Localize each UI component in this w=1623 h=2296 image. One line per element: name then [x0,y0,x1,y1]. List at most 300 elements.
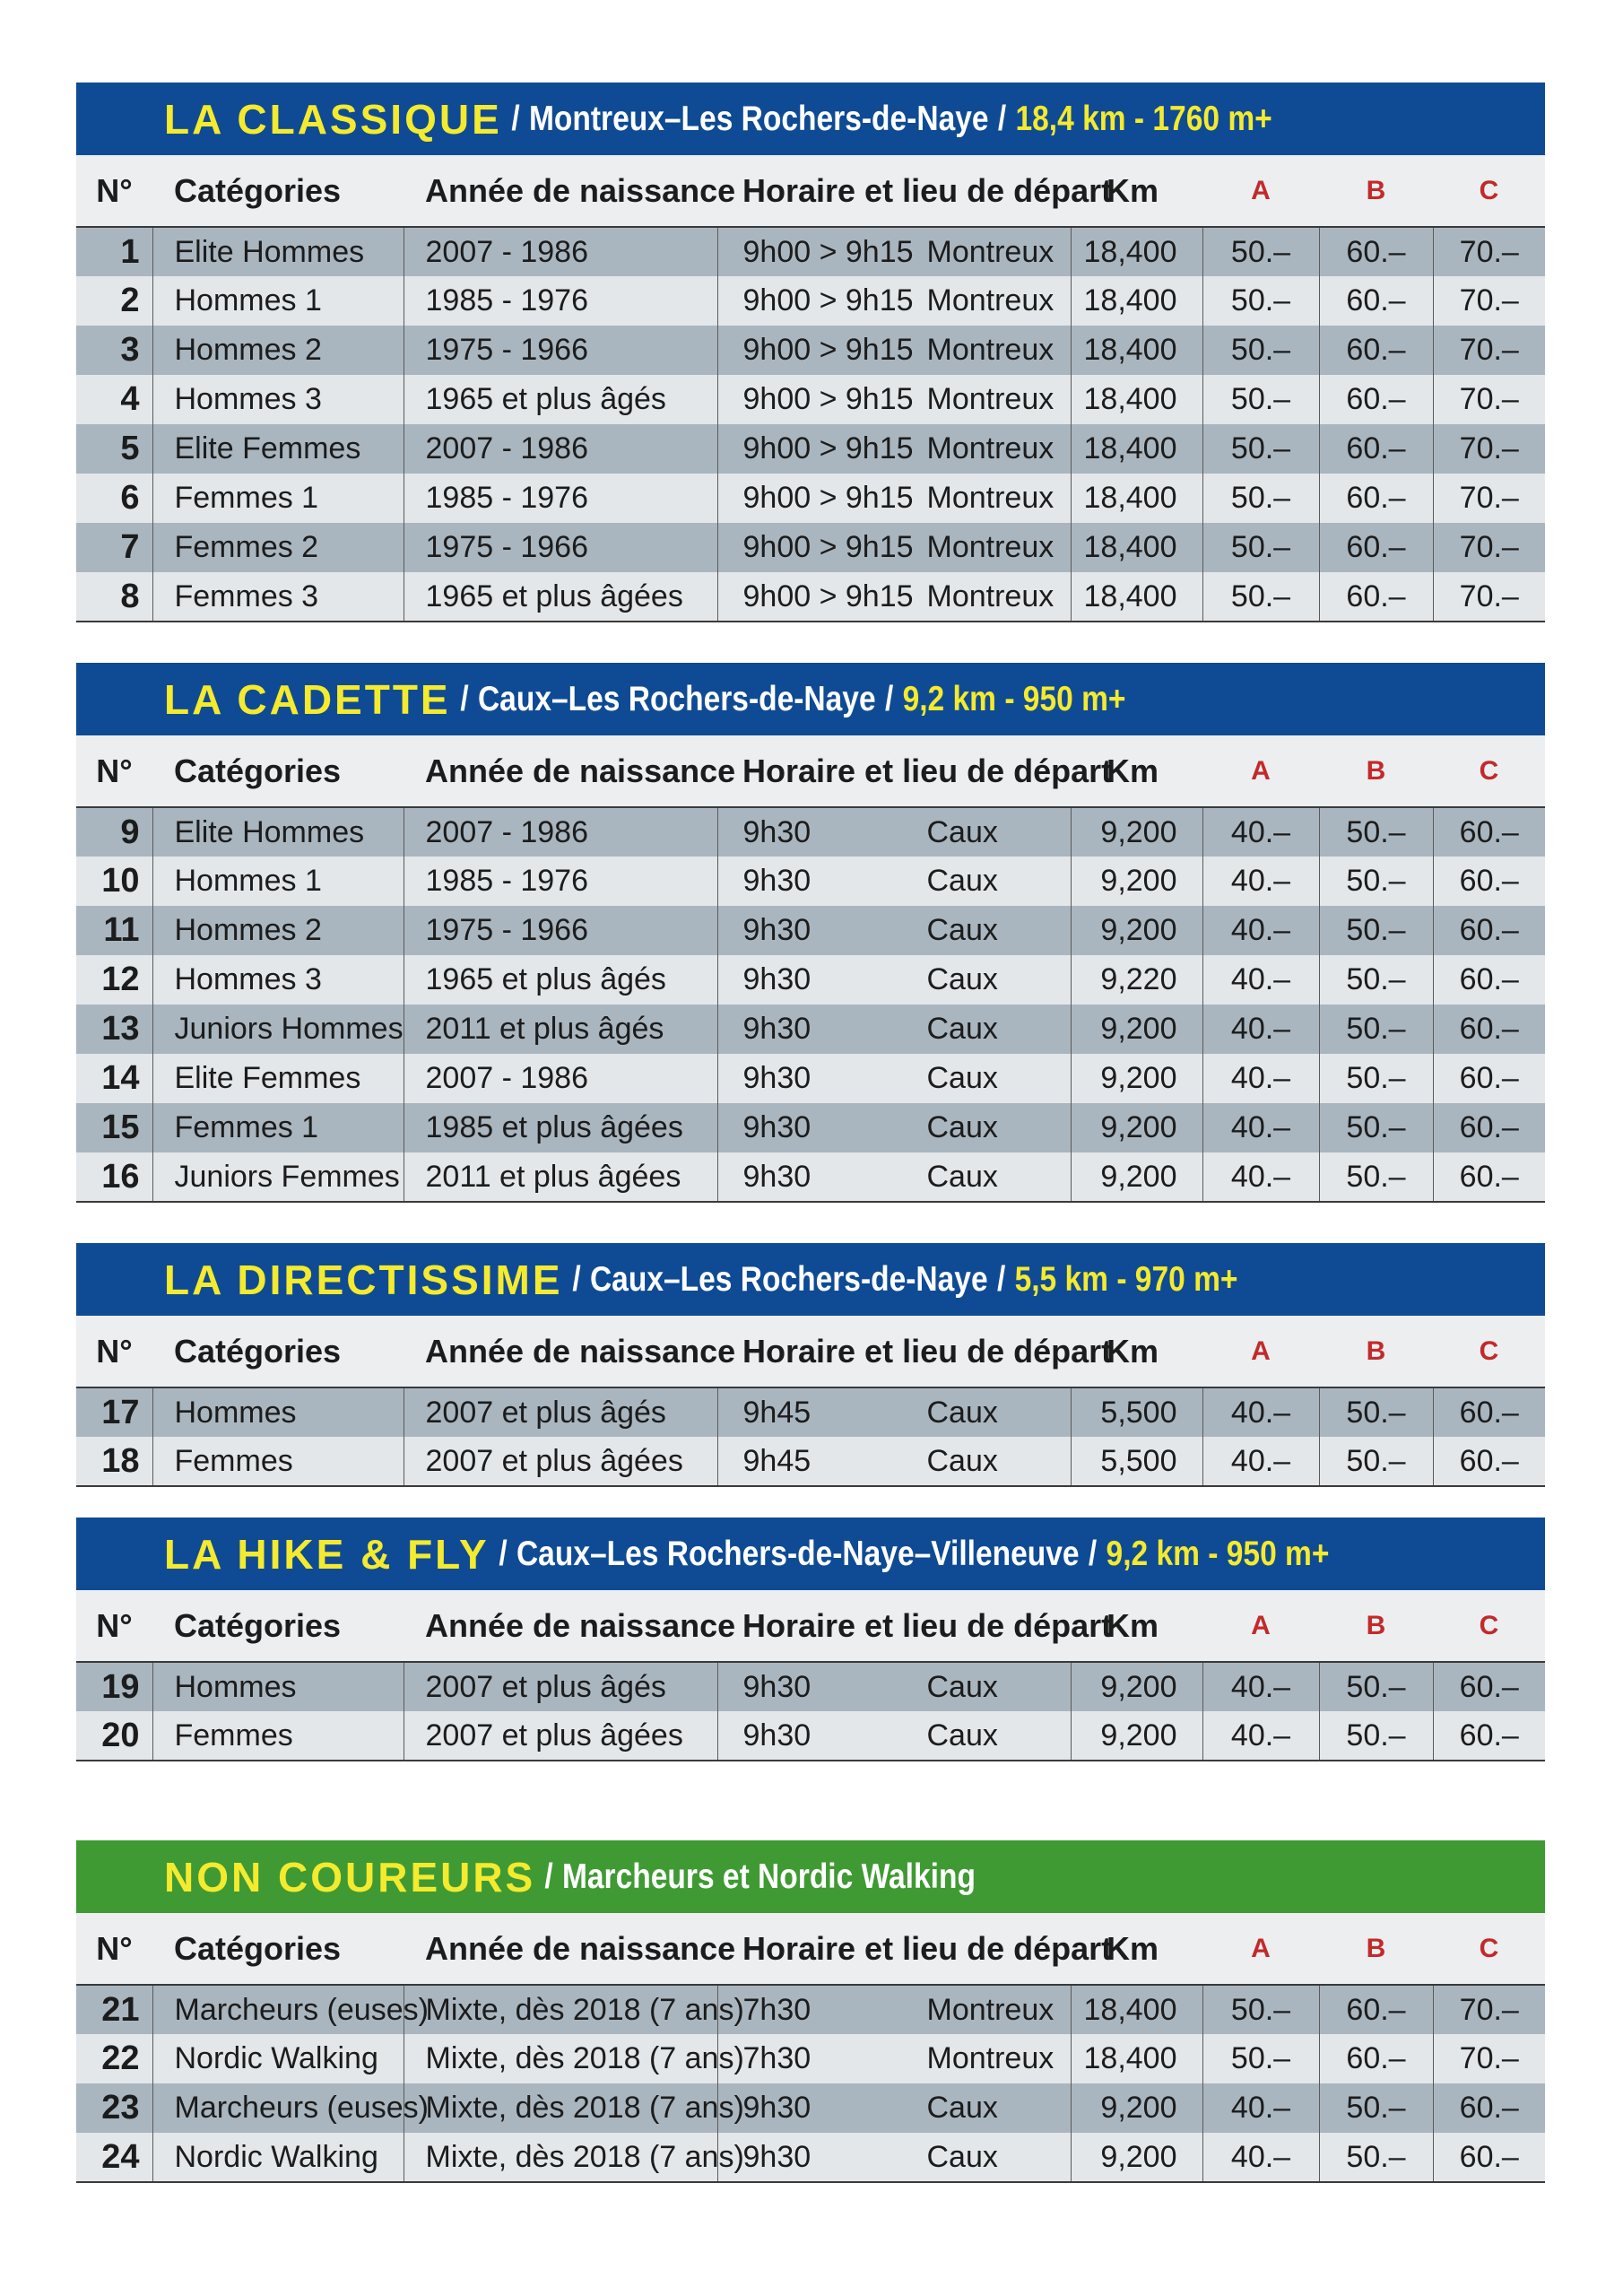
column-header-category: Catégories [152,155,404,227]
cell-birth-year: 2007 - 1986 [404,807,717,857]
table-header-row [76,1913,1545,1985]
category-table [76,1590,1545,1761]
cell-start-time: 9h00 > 9h15 [742,333,914,367]
table-row [76,424,1545,474]
column-header-b: B [1319,155,1433,227]
cell-price-b: 50.– [1319,2133,1433,2182]
cell-number: 14 [76,1054,152,1103]
cell-start-location: Montreux [926,333,1055,367]
cell-number: 19 [76,1662,152,1711]
cell-category: Femmes [152,1711,404,1761]
cell-number: 7 [76,523,152,572]
cell-price-c: 60.– [1459,1395,1519,1430]
cell-km: 9,200 [1071,1103,1202,1152]
cell-birth-year: 2007 - 1986 [404,424,717,474]
cell-start-time: 9h30 [742,913,812,947]
cell-km: 18,400 [1071,276,1202,326]
section-la-classique [76,83,1545,622]
cell-start [717,523,1071,572]
table-row [76,1103,1545,1152]
cell-km: 9,200 [1071,1004,1202,1054]
table-row [76,375,1545,424]
cell-price-a: 40.– [1202,1387,1319,1437]
column-header-category: Catégories [152,1913,404,1985]
cell-km: 18,400 [1071,227,1202,276]
cell-start-location: Caux [926,864,998,898]
section-route: Caux–Les Rochers-de-Naye–Villeneuve [516,1534,1080,1573]
cell-price-c: 70.– [1459,481,1519,515]
cell-price-c: 70.– [1433,572,1545,622]
cell-birth-year: 1985 - 1976 [404,474,717,523]
cell-price-b: 50.– [1319,1662,1433,1711]
table-row [76,572,1545,622]
cell-number: 13 [76,1004,152,1054]
cell-price-c: 60.– [1433,1711,1545,1761]
cell-price-a: 40.– [1202,2133,1319,2182]
table-row [76,955,1545,1004]
cell-km: 18,400 [1071,523,1202,572]
column-header-start: Horaire et lieu de départ [717,1913,1071,1985]
section-route: Caux–Les Rochers-de-Naye [477,679,876,718]
cell-start-location: Caux [926,2091,998,2125]
cell-number: 23 [76,2083,152,2133]
cell-birth-year: 2011 et plus âgés [404,1004,717,1054]
cell-km: 18,400 [1071,474,1202,523]
cell-price-b: 60.– [1319,375,1433,424]
cell-start [717,1387,1071,1437]
cell-category: Femmes 1 [152,1103,404,1152]
column-header-c: C [1433,1913,1545,1985]
cell-category: Hommes 2 [152,326,404,375]
cell-category: Femmes 2 [152,523,404,572]
cell-number: 8 [76,572,152,622]
cell-start-location: Caux [926,1061,998,1095]
category-table [76,735,1545,1203]
column-header-category: Catégories [152,1590,404,1662]
table-row [76,326,1545,375]
section-title: NON COUREURS [164,1853,536,1900]
cell-price-c: 60.– [1459,1669,1519,1704]
cell-category: Hommes 1 [152,857,404,906]
cell-start [717,1054,1071,1103]
title-separator: / [997,99,1006,138]
cell-price-a: 50.– [1202,523,1319,572]
title-separator: / [996,1259,1005,1299]
cell-number: 1 [76,227,152,276]
cell-start-time: 9h30 [742,864,812,898]
cell-price-c: 60.– [1459,1110,1519,1144]
cell-number: 3 [76,326,152,375]
cell-price-b: 60.– [1319,326,1433,375]
cell-number: 6 [76,474,152,523]
cell-start-time: 9h30 [742,1159,812,1194]
table-row [76,1054,1545,1103]
cell-price-a: 50.– [1202,1985,1319,2034]
column-header-a: A [1202,1316,1319,1387]
column-header-c: C [1433,1316,1545,1387]
cell-start-location: Montreux [926,431,1055,465]
column-header-year: Année de naissance [404,1913,717,1985]
cell-start-time: 7h30 [742,2041,812,2075]
column-header-c: C [1433,155,1545,227]
cell-km: 18,400 [1071,375,1202,424]
cell-price-b: 50.– [1319,2083,1433,2133]
cell-start [717,375,1071,424]
cell-category: Femmes [152,1437,404,1486]
cell-start-time: 9h00 > 9h15 [742,481,914,515]
category-table [76,1316,1545,1487]
cell-price-b: 60.– [1319,2034,1433,2083]
cell-start [717,326,1071,375]
column-header-year: Année de naissance [404,1590,717,1662]
cell-price-c: 70.– [1459,283,1519,317]
cell-price-a: 50.– [1202,375,1319,424]
section-title: LA CADETTE [164,675,451,723]
table-row [76,1711,1545,1761]
title-separator: / [884,679,893,718]
cell-number: 5 [76,424,152,474]
table-row [76,2034,1545,2083]
cell-price-a: 50.– [1202,276,1319,326]
cell-start-time: 9h30 [742,1669,812,1704]
cell-price-a: 40.– [1202,1152,1319,1202]
cell-km: 9,200 [1071,1054,1202,1103]
cell-price-a: 50.– [1202,326,1319,375]
cell-number: 24 [76,2133,152,2182]
cell-number: 16 [76,1152,152,1202]
cell-category: Marcheurs (euses) [152,1985,404,2034]
cell-start-time: 9h00 > 9h15 [742,382,914,416]
cell-start-time: 9h30 [742,2091,812,2125]
table-row [76,1387,1545,1437]
section-title-band [76,1518,1545,1590]
cell-price-a: 50.– [1202,424,1319,474]
title-separator: / [1088,1534,1097,1573]
cell-km: 18,400 [1071,326,1202,375]
cell-birth-year: 2007 - 1986 [404,227,717,276]
cell-category: Femmes 3 [152,572,404,622]
cell-category: Marcheurs (euses) [152,2083,404,2133]
cell-number: 15 [76,1103,152,1152]
cell-start-location: Montreux [926,578,1055,613]
cell-birth-year: 1975 - 1966 [404,326,717,375]
column-header-start: Horaire et lieu de départ [717,1590,1071,1662]
cell-start-location: Montreux [926,530,1055,564]
cell-start-location: Montreux [926,382,1055,416]
table-row [76,227,1545,276]
column-header-km: Km [1071,1316,1202,1387]
section-la-directissime [76,1243,1545,1487]
cell-birth-year: Mixte, dès 2018 (7 ans) [404,2083,717,2133]
cell-birth-year: 1985 - 1976 [404,857,717,906]
cell-category: Juniors Hommes [152,1004,404,1054]
cell-number: 12 [76,955,152,1004]
table-row [76,1152,1545,1202]
cell-start [717,474,1071,523]
cell-price-c: 70.– [1459,2041,1519,2075]
cell-birth-year: 1985 et plus âgées [404,1103,717,1152]
cell-price-b: 50.– [1319,1004,1433,1054]
cell-price-a: 40.– [1202,1103,1319,1152]
cell-number: 22 [76,2034,152,2083]
cell-start-time: 9h30 [742,2139,812,2174]
cell-price-b: 50.– [1319,1437,1433,1486]
cell-start-time: 9h30 [742,1718,812,1752]
section-la-hike-and-fly [76,1518,1545,1761]
cell-price-a: 40.– [1202,1711,1319,1761]
cell-start-location: Caux [926,1159,998,1194]
cell-km: 9,220 [1071,955,1202,1004]
section-distance: 18,4 km - 1760 m+ [1015,99,1272,138]
column-header-category: Catégories [152,1316,404,1387]
cell-number: 17 [76,1387,152,1437]
cell-price-a: 40.– [1202,955,1319,1004]
column-header-year: Année de naissance [404,735,717,807]
table-row [76,523,1545,572]
cell-start [717,807,1071,857]
cell-price-a: 40.– [1202,1004,1319,1054]
cell-start [717,1004,1071,1054]
cell-number: 4 [76,375,152,424]
cell-price-c: 60.– [1459,2091,1519,2125]
column-header-num: N° [76,1316,152,1387]
cell-start [717,1152,1071,1202]
cell-number: 9 [76,807,152,857]
cell-birth-year: 2007 et plus âgées [404,1437,717,1486]
cell-start-location: Caux [926,1718,998,1752]
cell-start-time: 7h30 [742,1992,812,2027]
cell-price-a: 40.– [1202,857,1319,906]
cell-start-time: 9h00 > 9h15 [742,578,914,613]
cell-start [717,572,1071,622]
section-route: Caux–Les Rochers-de-Naye [589,1259,988,1299]
cell-km: 9,200 [1071,2083,1202,2133]
cell-start [717,424,1071,474]
column-header-num: N° [76,155,152,227]
cell-price-c: 70.– [1459,234,1519,269]
cell-km: 9,200 [1071,2133,1202,2182]
table-row [76,2083,1545,2133]
cell-km: 18,400 [1071,1985,1202,2034]
cell-price-b: 60.– [1319,474,1433,523]
cell-category: Hommes [152,1662,404,1711]
cell-start-location: Montreux [926,234,1055,269]
cell-start [717,857,1071,906]
column-header-km: Km [1071,155,1202,227]
cell-birth-year: 1985 - 1976 [404,276,717,326]
column-header-start: Horaire et lieu de départ [717,1316,1071,1387]
cell-category: Elite Femmes [152,424,404,474]
cell-price-b: 50.– [1319,807,1433,857]
cell-number: 10 [76,857,152,906]
cell-birth-year: 2007 - 1986 [404,1054,717,1103]
cell-start [717,1711,1071,1761]
section-distance: 9,2 km - 950 m+ [902,679,1126,718]
table-row [76,807,1545,857]
table-header-row [76,735,1545,807]
cell-price-c: 70.– [1459,1992,1519,2027]
cell-km: 5,500 [1071,1437,1202,1486]
cell-start-location: Caux [926,1669,998,1704]
cell-birth-year: 2011 et plus âgées [404,1152,717,1202]
cell-category: Hommes 3 [152,375,404,424]
cell-km: 18,400 [1071,424,1202,474]
cell-km: 9,200 [1071,857,1202,906]
column-header-start: Horaire et lieu de départ [717,735,1071,807]
column-header-c: C [1433,735,1545,807]
column-header-num: N° [76,735,152,807]
cell-start [717,955,1071,1004]
title-separator: / [571,1259,581,1299]
cell-start-location: Caux [926,962,998,996]
category-table [76,155,1545,622]
cell-birth-year: 2007 et plus âgés [404,1662,717,1711]
cell-price-b: 60.– [1319,227,1433,276]
cell-start-time: 9h30 [742,962,812,996]
cell-start-time: 9h30 [742,1012,812,1046]
cell-category: Hommes 1 [152,276,404,326]
cell-price-c: 60.– [1433,1437,1545,1486]
section-la-cadette [76,663,1545,1203]
cell-birth-year: 1965 et plus âgées [404,572,717,622]
cell-birth-year: Mixte, dès 2018 (7 ans) [404,1985,717,2034]
cell-price-c: 60.– [1459,1061,1519,1095]
cell-number: 21 [76,1985,152,2034]
cell-start-location: Caux [926,814,998,849]
cell-km: 18,400 [1071,572,1202,622]
cell-price-c: 70.– [1459,530,1519,564]
column-header-start: Horaire et lieu de départ [717,155,1071,227]
cell-price-b: 60.– [1319,1985,1433,2034]
category-table [76,1913,1545,2183]
cell-number: 20 [76,1711,152,1761]
cell-start [717,1103,1071,1152]
column-header-year: Année de naissance [404,155,717,227]
column-header-b: B [1319,735,1433,807]
table-row [76,1437,1545,1486]
cell-start [717,276,1071,326]
cell-category: Femmes 1 [152,474,404,523]
cell-price-a: 50.– [1202,474,1319,523]
cell-start [717,1985,1071,2034]
cell-start-location: Caux [926,913,998,947]
table-header-row [76,1316,1545,1387]
title-separator: / [544,1857,553,1896]
cell-start-location: Caux [926,1443,998,1478]
column-header-c: C [1433,1590,1545,1662]
column-header-b: B [1319,1913,1433,1985]
column-header-b: B [1319,1590,1433,1662]
title-separator: / [499,1534,508,1573]
cell-start-time: 9h30 [742,1110,812,1144]
column-header-a: A [1202,155,1319,227]
cell-price-b: 60.– [1319,276,1433,326]
table-row [76,276,1545,326]
cell-birth-year: 2007 et plus âgées [404,1711,717,1761]
cell-price-b: 60.– [1319,572,1433,622]
title-separator: / [511,99,520,138]
cell-price-b: 50.– [1319,955,1433,1004]
cell-start [717,1662,1071,1711]
cell-birth-year: 2007 et plus âgés [404,1387,717,1437]
cell-price-c: 70.– [1459,333,1519,367]
cell-price-b: 50.– [1319,1711,1433,1761]
cell-start-time: 9h45 [742,1395,812,1430]
cell-birth-year: 1965 et plus âgés [404,955,717,1004]
cell-birth-year: Mixte, dès 2018 (7 ans) [404,2034,717,2083]
section-route: Montreux–Les Rochers-de-Naye [528,99,989,138]
cell-category: Hommes [152,1387,404,1437]
cell-price-b: 60.– [1319,523,1433,572]
table-header-row [76,1590,1545,1662]
cell-start-location: Montreux [926,1992,1055,2027]
section-title-band [76,663,1545,735]
column-header-b: B [1319,1316,1433,1387]
cell-price-b: 50.– [1319,1387,1433,1437]
section-distance: 9,2 km - 950 m+ [1106,1534,1330,1573]
cell-price-c: 70.– [1459,431,1519,465]
cell-category: Elite Hommes [152,227,404,276]
cell-price-b: 50.– [1319,1054,1433,1103]
table-row [76,857,1545,906]
title-separator: / [459,679,469,718]
cell-start-location: Montreux [926,2041,1055,2075]
cell-price-a: 40.– [1202,807,1319,857]
column-header-year: Année de naissance [404,1316,717,1387]
column-header-km: Km [1071,1590,1202,1662]
cell-start [717,1437,1071,1486]
cell-km: 9,200 [1071,807,1202,857]
cell-start-time: 9h45 [742,1443,812,1478]
cell-category: Nordic Walking [152,2133,404,2182]
section-title: LA HIKE & FLY [164,1530,490,1578]
cell-number: 11 [76,906,152,955]
section-title-band [76,83,1545,155]
column-header-category: Catégories [152,735,404,807]
cell-km: 9,200 [1071,1662,1202,1711]
cell-price-c: 60.– [1459,1012,1519,1046]
section-distance: 5,5 km - 970 m+ [1014,1259,1238,1299]
cell-km: 5,500 [1071,1387,1202,1437]
cell-price-b: 50.– [1319,1103,1433,1152]
cell-category: Nordic Walking [152,2034,404,2083]
cell-price-c: 60.– [1459,913,1519,947]
column-header-a: A [1202,1913,1319,1985]
column-header-num: N° [76,1590,152,1662]
column-header-num: N° [76,1913,152,1985]
cell-category: Juniors Femmes [152,1152,404,1202]
cell-number: 18 [76,1437,152,1486]
column-header-km: Km [1071,1913,1202,1985]
cell-price-c: 60.– [1433,1152,1545,1202]
cell-price-a: 40.– [1202,1054,1319,1103]
cell-km: 9,200 [1071,1152,1202,1202]
column-header-a: A [1202,1590,1319,1662]
column-header-km: Km [1071,735,1202,807]
cell-category: Hommes 3 [152,955,404,1004]
cell-price-b: 60.– [1319,424,1433,474]
cell-category: Elite Hommes [152,807,404,857]
cell-price-a: 40.– [1202,1662,1319,1711]
cell-start-location: Caux [926,1110,998,1144]
cell-start-location: Montreux [926,283,1055,317]
section-route: Marcheurs et Nordic Walking [562,1857,976,1896]
cell-start-location: Caux [926,2139,998,2174]
cell-price-a: 50.– [1202,572,1319,622]
cell-birth-year: 1975 - 1966 [404,906,717,955]
table-row [76,1985,1545,2034]
cell-price-c: 60.– [1459,864,1519,898]
